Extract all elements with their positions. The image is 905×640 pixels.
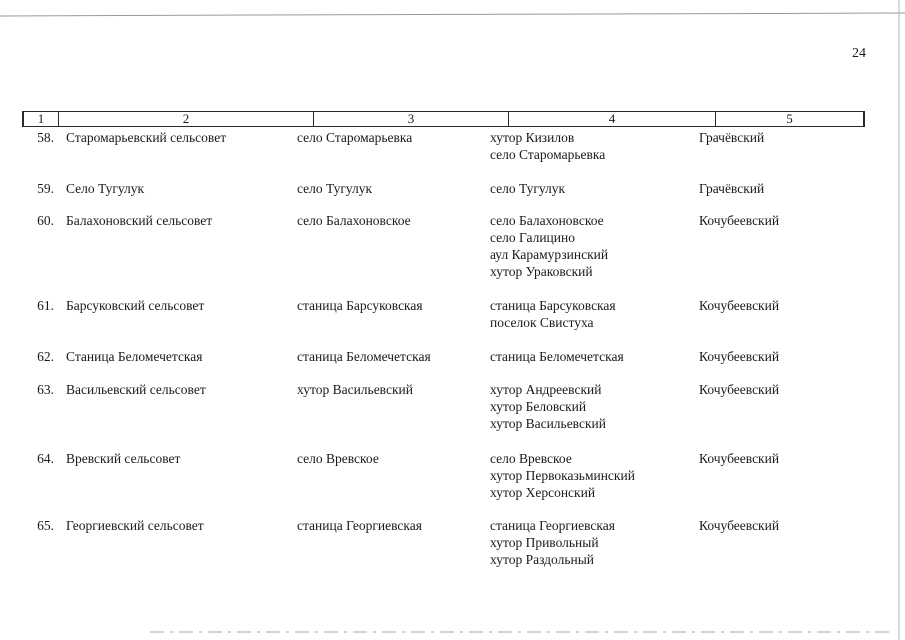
- row-number: 62.: [37, 349, 54, 364]
- municipality-name: Вревский сельсовет: [66, 451, 181, 466]
- settlement-item: хутор Андреевский: [490, 382, 602, 397]
- settlement-item: хутор Ураковский: [490, 264, 593, 279]
- district-name: Кочубеевский: [699, 451, 780, 466]
- municipality-name: Васильевский сельсовет: [66, 382, 206, 397]
- settlement-item: поселок Свистуха: [490, 315, 594, 330]
- settlement-list: [490, 129, 605, 163]
- municipality-name: Село Тугулук: [66, 181, 145, 196]
- scan-edge-top: [0, 12, 905, 18]
- settlement-list: [490, 517, 615, 568]
- district-name: Кочубеевский: [699, 382, 780, 397]
- header-cell: 1: [24, 112, 59, 126]
- settlement-list: [490, 212, 608, 280]
- settlement-item: хутор Херсонский: [490, 485, 596, 500]
- settlement-item: село Вревское: [490, 451, 572, 466]
- header-cell: 3: [314, 112, 509, 126]
- settlement-item: хутор Васильевский: [490, 416, 606, 431]
- settlement-list: [490, 348, 624, 365]
- district-name: Кочубеевский: [699, 213, 780, 228]
- header-cell: 2: [59, 112, 314, 126]
- administrative-center: село Старомарьевка: [297, 130, 413, 145]
- municipality-name: Барсуковский сельсовет: [66, 298, 205, 313]
- settlement-item: село Тугулук: [490, 181, 566, 196]
- settlement-item: станица Беломечетская: [490, 349, 624, 364]
- settlement-item: станица Барсуковская: [490, 298, 616, 313]
- administrative-center: станица Беломечетская: [297, 349, 431, 364]
- municipality-name: Георгиевский сельсовет: [66, 518, 204, 533]
- district-name: Кочубеевский: [699, 298, 780, 313]
- settlement-item: хутор Первоказьминский: [490, 468, 635, 483]
- row-number: 60.: [37, 213, 54, 228]
- column-number-header: [22, 111, 865, 127]
- district-name: Кочубеевский: [699, 518, 780, 533]
- settlement-item: аул Карамурзинский: [490, 247, 609, 262]
- administrative-center: хутор Васильевский: [297, 382, 413, 397]
- settlement-list: [490, 450, 635, 501]
- municipality-name: Старомарьевский сельсовет: [66, 130, 227, 145]
- district-name: Грачёвский: [699, 130, 765, 145]
- settlement-item: хутор Беловский: [490, 399, 587, 414]
- administrative-center: станица Георгиевская: [297, 518, 422, 533]
- scan-edge-right: [898, 0, 900, 640]
- row-number: 58.: [37, 130, 54, 145]
- row-number: 59.: [37, 181, 54, 196]
- settlement-item: село Балахоновское: [490, 213, 604, 228]
- district-name: Грачёвский: [699, 181, 765, 196]
- settlement-item: станица Георгиевская: [490, 518, 615, 533]
- municipality-name: Станица Беломечетская: [66, 349, 203, 364]
- administrative-center: станица Барсуковская: [297, 298, 423, 313]
- row-number: 64.: [37, 451, 54, 466]
- municipality-name: Балахоновский сельсовет: [66, 213, 213, 228]
- settlement-list: [490, 297, 616, 331]
- district-name: Кочубеевский: [699, 349, 780, 364]
- settlement-item: село Галицино: [490, 230, 575, 245]
- settlement-list: [490, 180, 565, 197]
- header-cell: 4: [509, 112, 716, 126]
- administrative-center: село Балахоновское: [297, 213, 411, 228]
- settlement-item: хутор Привольный: [490, 535, 599, 550]
- header-cell: 5: [786, 111, 793, 126]
- settlement-item: село Старомарьевка: [490, 147, 606, 162]
- administrative-center: село Тугулук: [297, 181, 373, 196]
- settlement-item: хутор Раздольный: [490, 552, 595, 567]
- row-number: 65.: [37, 518, 54, 533]
- scan-edge-bottom: [150, 630, 890, 634]
- row-number: 61.: [37, 298, 54, 313]
- page-number: 24: [852, 46, 866, 61]
- administrative-center: село Вревское: [297, 451, 379, 466]
- settlement-list: [490, 381, 606, 432]
- row-number: 63.: [37, 382, 54, 397]
- settlement-item: хутор Кизилов: [490, 130, 575, 145]
